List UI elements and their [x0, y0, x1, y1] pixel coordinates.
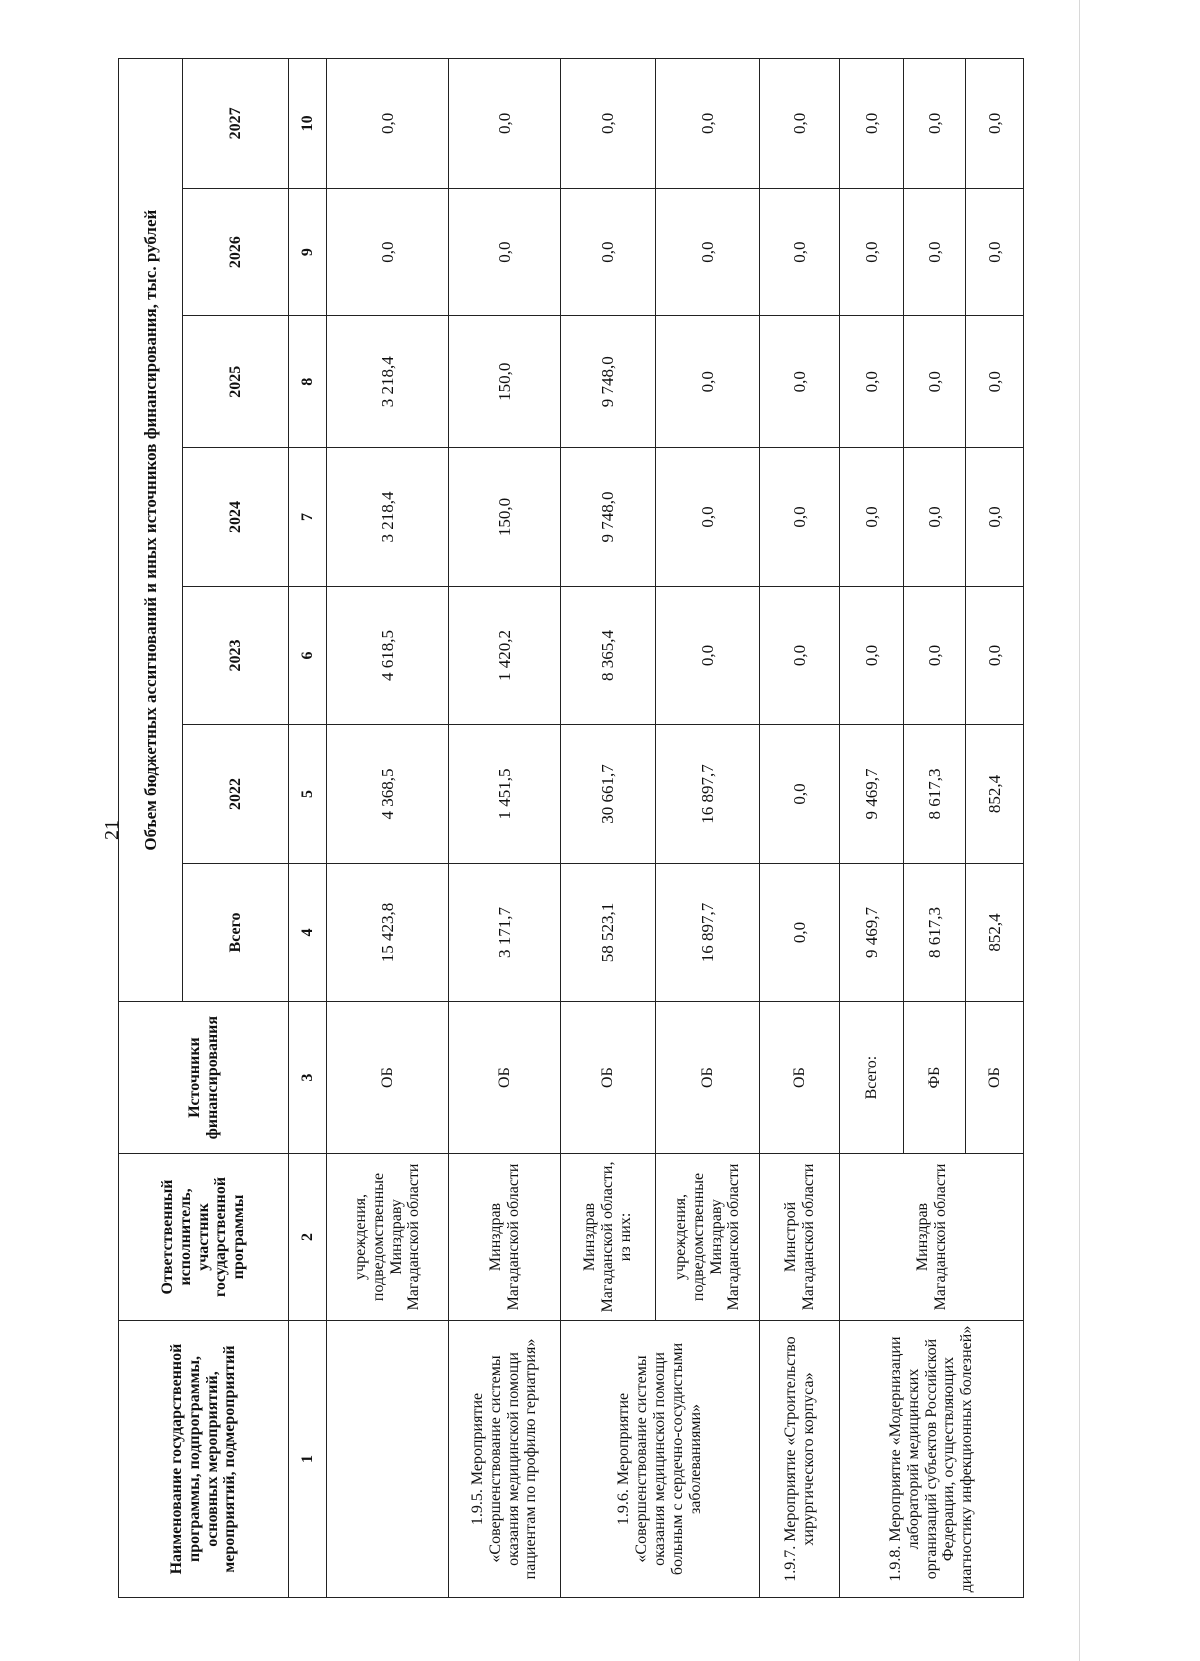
- cell-executor: Минздрав Магаданской области: [840, 1153, 1024, 1320]
- cell-value: 30 661,7: [561, 725, 656, 864]
- cell-value: 9 469,7: [840, 863, 904, 1002]
- header-year-2022: 2022: [183, 725, 289, 864]
- column-number: 9: [289, 188, 327, 316]
- cell-value: 150,0: [449, 316, 561, 448]
- cell-name: 1.9.8. Мероприятие «Модернизации лабораторий медицинских организаций субъектов Российской Федерации, осуществляющих диагностику инфекционных болезней»: [840, 1321, 1024, 1598]
- cell-value: 0,0: [904, 586, 966, 725]
- cell-value: 9 748,0: [561, 316, 656, 448]
- cell-value: 0,0: [561, 188, 656, 316]
- cell-source: ОБ: [561, 1002, 656, 1154]
- cell-source: ОБ: [656, 1002, 760, 1154]
- cell-value: 0,0: [760, 586, 840, 725]
- column-number: 1: [289, 1321, 327, 1598]
- cell-value: 0,0: [840, 586, 904, 725]
- cell-value: 0,0: [656, 59, 760, 189]
- budget-table: [118, 58, 1024, 1598]
- cell-value: 852,4: [966, 863, 1024, 1002]
- page-number: 21: [101, 820, 123, 840]
- cell-value: 9 748,0: [561, 448, 656, 587]
- table-row: [561, 59, 656, 1598]
- cell-value: 58 523,1: [561, 863, 656, 1002]
- cell-value: 3 171,7: [449, 863, 561, 1002]
- cell-value: 0,0: [904, 59, 966, 189]
- table-row: [760, 59, 840, 1598]
- cell-executor: Минстрой Магаданской области: [760, 1153, 840, 1320]
- cell-value: 0,0: [449, 59, 561, 189]
- cell-value: 0,0: [966, 59, 1024, 189]
- cell-source: ФБ: [904, 1002, 966, 1154]
- header-year-2025: 2025: [183, 316, 289, 448]
- cell-value: 15 423,8: [327, 863, 449, 1002]
- cell-value: 0,0: [327, 59, 449, 189]
- cell-value: 4 618,5: [327, 586, 449, 725]
- cell-value: 0,0: [561, 59, 656, 189]
- cell-value: 0,0: [449, 188, 561, 316]
- cell-value: 1 420,2: [449, 586, 561, 725]
- cell-value: 0,0: [656, 448, 760, 587]
- cell-name: 1.9.5. Мероприятие «Совершенствование системы оказания медицинской помощи пациентам по профилю гериатрия»: [449, 1321, 561, 1598]
- cell-value: 0,0: [760, 188, 840, 316]
- header-year-2024: 2024: [183, 448, 289, 587]
- column-number: 7: [289, 448, 327, 587]
- cell-value: 0,0: [840, 188, 904, 316]
- cell-value: 0,0: [760, 316, 840, 448]
- cell-value: 1 451,5: [449, 725, 561, 864]
- header-executor: Ответственный исполнитель, участник государственной программы: [119, 1153, 289, 1320]
- header-name: Наименование государственной программы, подпрограммы, основных мероприятий, мероприятий, подмероприятий: [119, 1321, 289, 1598]
- cell-value: 3 218,4: [327, 316, 449, 448]
- cell-value: 0,0: [904, 188, 966, 316]
- cell-value: 0,0: [760, 725, 840, 864]
- scan-edge-line: [1079, 0, 1080, 1661]
- cell-value: 0,0: [966, 448, 1024, 587]
- cell-source: ОБ: [966, 1002, 1024, 1154]
- cell-value: 16 897,7: [656, 863, 760, 1002]
- header-year-total: Всего: [183, 863, 289, 1002]
- header-year-2026: 2026: [183, 188, 289, 316]
- cell-value: 0,0: [840, 316, 904, 448]
- header-funding-group: Объем бюджетных ассигнований и иных источников финансирования, тыс. рублей: [119, 59, 183, 1002]
- column-number: 3: [289, 1002, 327, 1154]
- column-number: 2: [289, 1153, 327, 1320]
- cell-value: 0,0: [760, 59, 840, 189]
- cell-source: ОБ: [327, 1002, 449, 1154]
- cell-value: 4 368,5: [327, 725, 449, 864]
- cell-value: 9 469,7: [840, 725, 904, 864]
- cell-source: ОБ: [449, 1002, 561, 1154]
- cell-name: 1.9.7. Мероприятие «Строительство хирургического корпуса»: [760, 1321, 840, 1598]
- cell-name: [327, 1321, 449, 1598]
- cell-value: 0,0: [840, 448, 904, 587]
- header-year-2023: 2023: [183, 586, 289, 725]
- cell-value: 0,0: [656, 188, 760, 316]
- cell-value: 0,0: [966, 316, 1024, 448]
- cell-value: 0,0: [966, 188, 1024, 316]
- table-row: [327, 59, 449, 1598]
- cell-name: 1.9.6. Мероприятие «Совершенствование системы оказания медицинской помощи больным с сердечно-сосудистыми заболеваниями»: [561, 1321, 760, 1598]
- cell-value: 0,0: [904, 316, 966, 448]
- cell-value: 150,0: [449, 448, 561, 587]
- cell-value: 0,0: [656, 316, 760, 448]
- column-number: 8: [289, 316, 327, 448]
- table-row: [840, 59, 904, 1598]
- cell-source: Всего:: [840, 1002, 904, 1154]
- table-row: [449, 59, 561, 1598]
- column-number: 10: [289, 59, 327, 189]
- cell-source: ОБ: [760, 1002, 840, 1154]
- cell-value: 0,0: [327, 188, 449, 316]
- cell-value: 8 365,4: [561, 586, 656, 725]
- cell-value: 16 897,7: [656, 725, 760, 864]
- cell-value: 0,0: [656, 586, 760, 725]
- rotated-table-wrapper: [118, 58, 1023, 1598]
- column-number: 6: [289, 586, 327, 725]
- cell-value: 3 218,4: [327, 448, 449, 587]
- column-number: 5: [289, 725, 327, 864]
- cell-value: 0,0: [760, 863, 840, 1002]
- cell-value: 0,0: [760, 448, 840, 587]
- cell-value: 8 617,3: [904, 863, 966, 1002]
- cell-executor: Минздрав Магаданской области, из них:: [561, 1153, 656, 1320]
- cell-executor: учреждения, подведомственные Минздраву Магаданской области: [327, 1153, 449, 1320]
- cell-value: 0,0: [904, 448, 966, 587]
- header-year-2027: 2027: [183, 59, 289, 189]
- cell-value: 0,0: [840, 59, 904, 189]
- cell-value: 852,4: [966, 725, 1024, 864]
- column-number: 4: [289, 863, 327, 1002]
- cell-value: 8 617,3: [904, 725, 966, 864]
- cell-executor: учреждения, подведомственные Минздраву Магаданской области: [656, 1153, 760, 1320]
- header-source: Источники финансирования: [119, 1002, 289, 1154]
- cell-executor: Минздрав Магаданской области: [449, 1153, 561, 1320]
- cell-value: 0,0: [966, 586, 1024, 725]
